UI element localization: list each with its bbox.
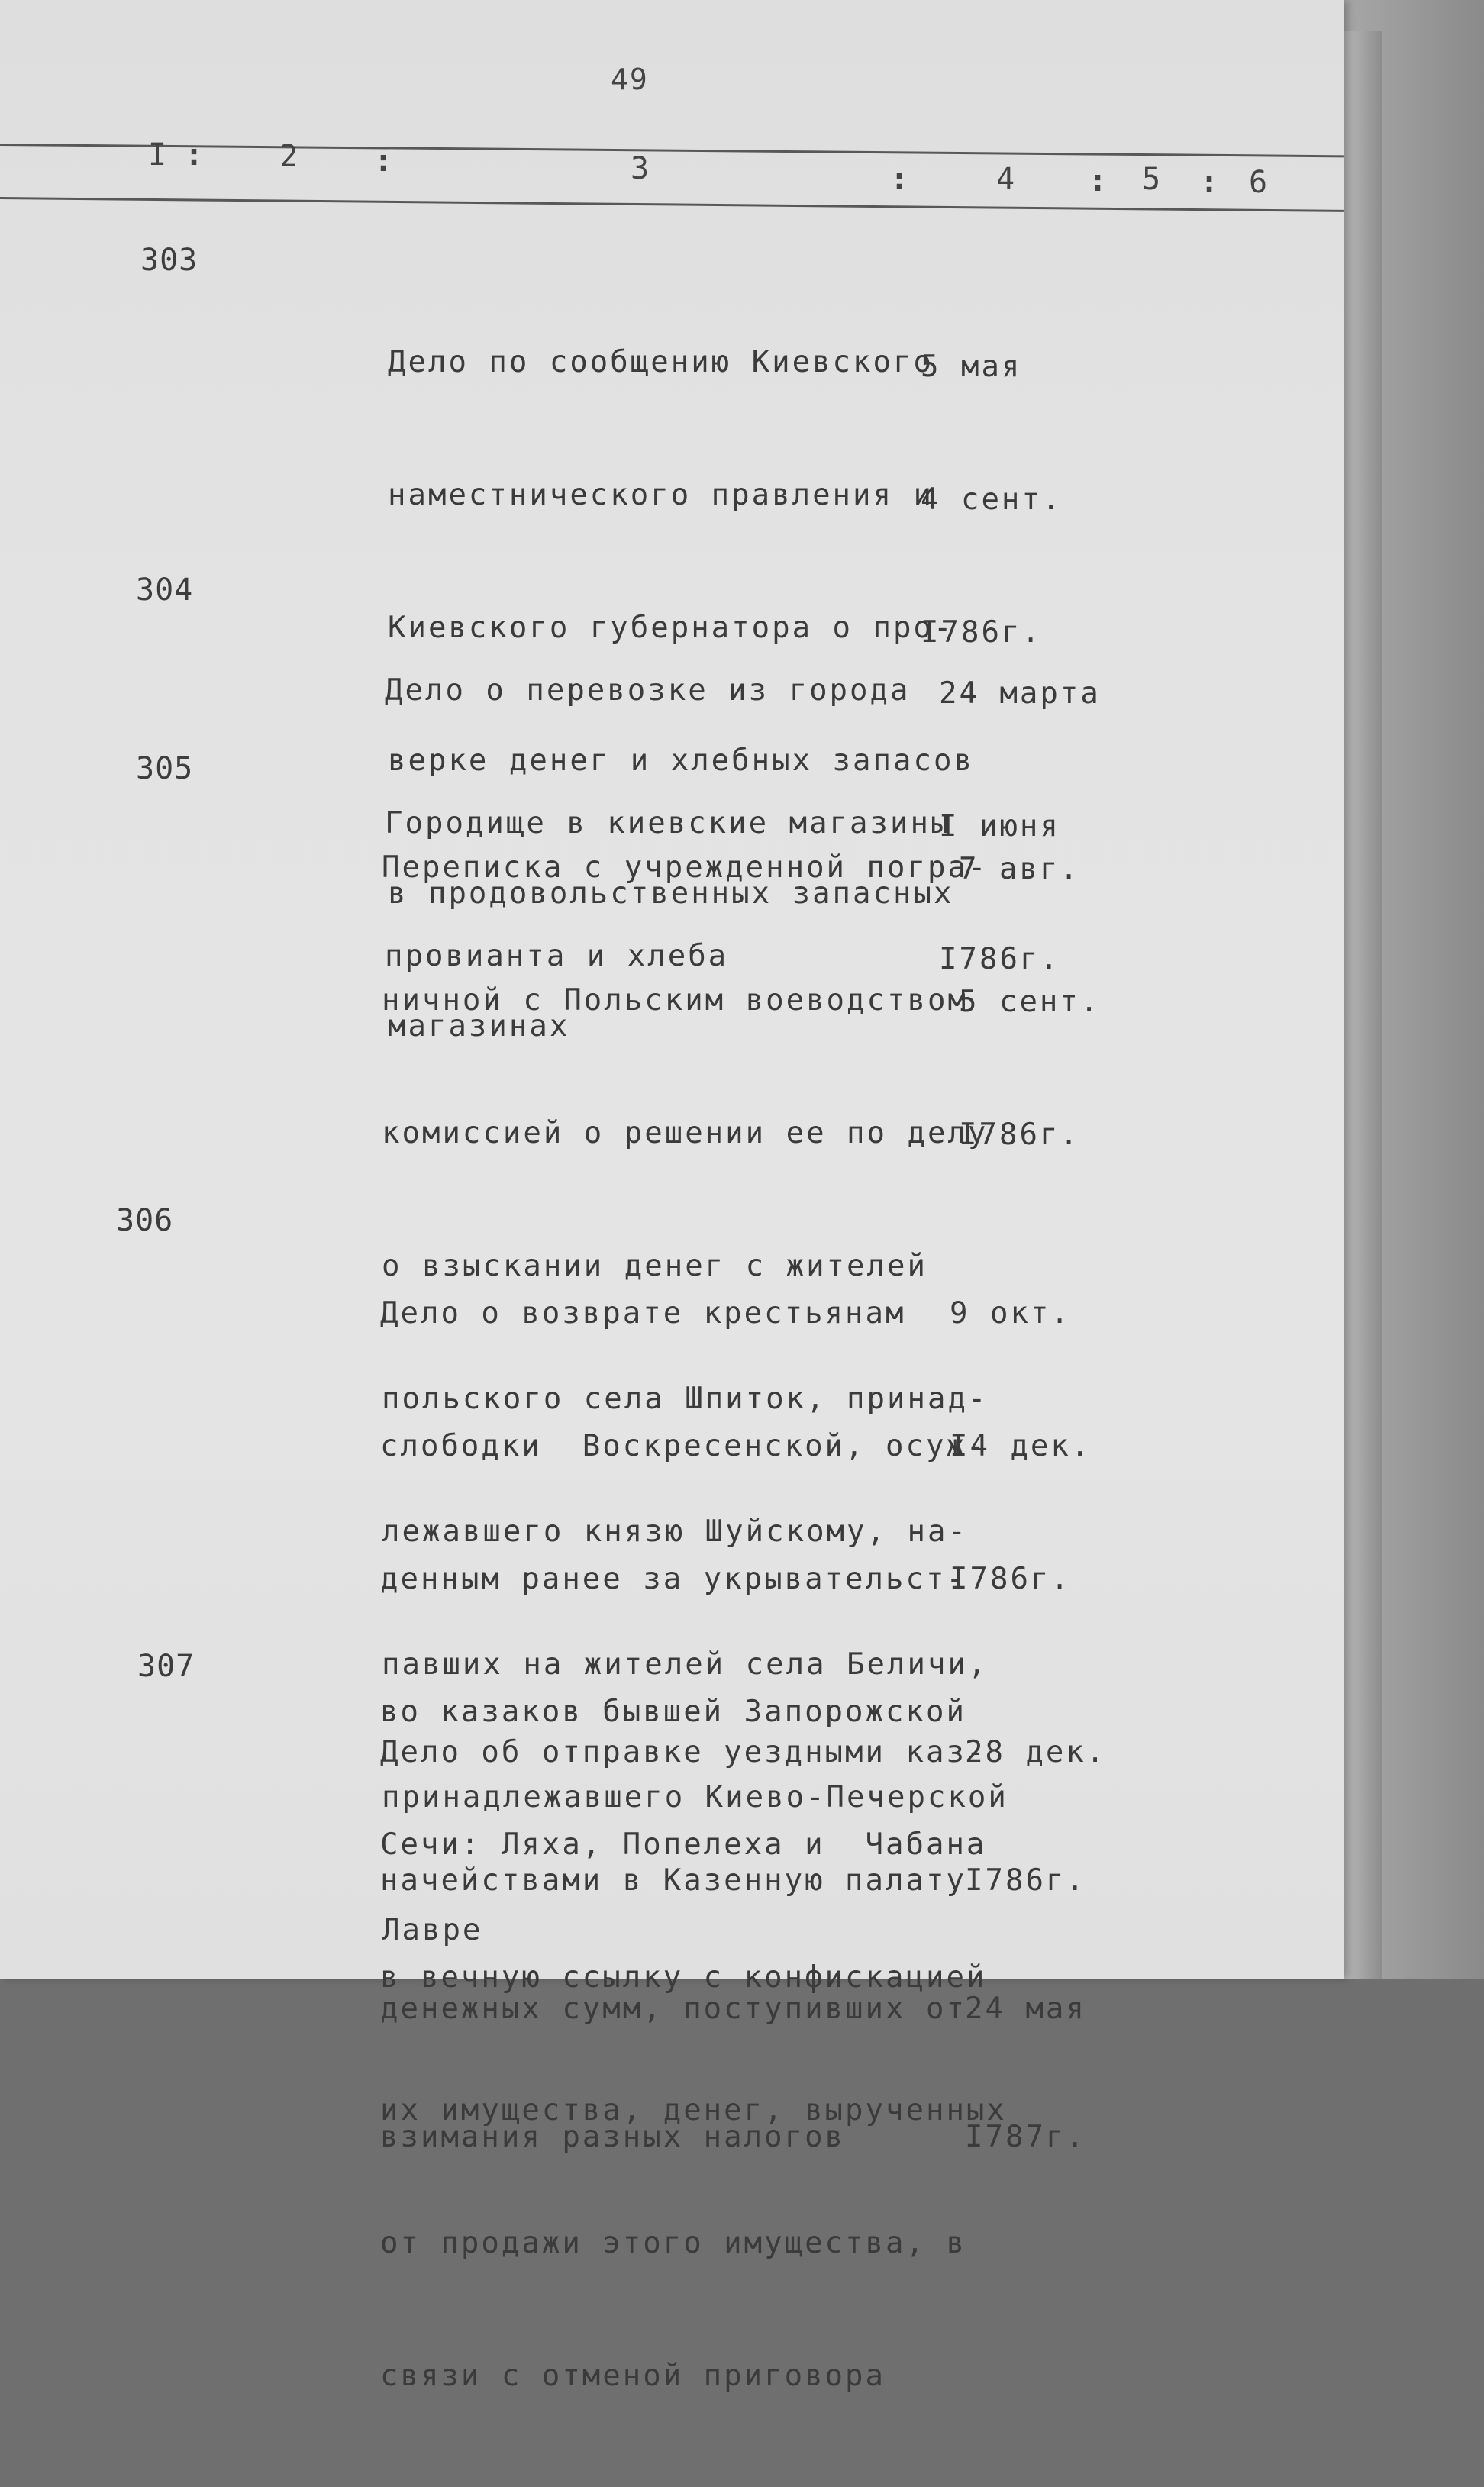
description-line: Лавре <box>382 1913 483 1947</box>
date-line: 5 сент. <box>959 985 1101 1019</box>
description-line: слободки Воскресенской, осуж- <box>380 1429 987 1463</box>
column-separator: : <box>185 137 204 173</box>
description-line: наместнического правления и <box>388 478 934 512</box>
entry-description <box>380 1646 986 2244</box>
description-line: во казаков бывшей Запорожской <box>380 1695 966 1729</box>
description-line: Киевского губернатора о про- <box>388 611 954 645</box>
description-line: Дело об отправке уездными каз- <box>380 1735 987 1769</box>
description-line: от продажи этого имущества, в <box>380 2226 966 2260</box>
description-line: денным ранее за укрывательст- <box>380 1562 966 1596</box>
date-line: I787г. <box>965 2120 1086 2154</box>
description-line: в вечную ссылку с конфискацией <box>380 1960 987 1995</box>
column-separator: : <box>1089 163 1108 198</box>
date-line: 24 марта <box>939 676 1101 711</box>
description-line: Дело о перевозке из города <box>385 673 911 708</box>
date-line: I786г. <box>921 615 1042 650</box>
description-line: Городище в киевские магазины <box>385 806 951 840</box>
column-separator: : <box>1200 165 1219 200</box>
date-line: I786г. <box>950 1562 1071 1596</box>
description-line: провианта и хлеба <box>385 939 729 973</box>
description-line: магазинах <box>388 1009 570 1044</box>
entry-dates <box>965 1646 1106 2244</box>
date-line: 7 авг. <box>959 852 1080 886</box>
entry-number: 304 <box>136 573 194 608</box>
description-line: Дело о возврате крестьянам <box>380 1296 906 1331</box>
description-line: принадлежавшего Киево-Печерской <box>382 1780 1008 1814</box>
description-line: их имущества, денег, вырученных <box>380 2093 1007 2127</box>
entry-dates <box>950 1203 1091 1690</box>
entry-dates <box>959 759 1100 1246</box>
date-line: I июня <box>939 809 1060 844</box>
description-line: о взыскании денег с жителей <box>382 1249 928 1283</box>
description-line: верке денег и хлебных запасов <box>388 744 974 778</box>
column-separator: : <box>890 162 909 197</box>
description-line: начействами в Казенную палату <box>380 1863 966 1898</box>
description-line: связи с отменой приговора <box>380 2359 886 2393</box>
date-line: 24 мая <box>965 1992 1086 2026</box>
description-line: Дело по сообщению Киевского <box>388 345 934 379</box>
date-line: 9 окт. <box>950 1296 1071 1331</box>
column-header-6: 6 <box>1249 165 1268 200</box>
description-line: комиссией о решении ее по делу <box>382 1116 989 1150</box>
description-line: Сечи: Ляха, Попелеха и Чабана <box>380 1827 987 1862</box>
date-line: I4 дек. <box>950 1429 1092 1463</box>
date-line: I786г. <box>965 1863 1086 1898</box>
description-line: денежных сумм, поступивших от <box>380 1992 966 2026</box>
page-number: 49 <box>611 63 649 96</box>
description-line: в продовольственных запасных <box>388 876 954 911</box>
description-line: Переписка с учрежденной погра- <box>382 850 989 885</box>
entry-number: 306 <box>116 1203 174 1238</box>
date-line: I786г. <box>939 942 1060 976</box>
description-line: ничной с Польским воеводством <box>382 983 968 1018</box>
date-line: 5 мая <box>921 350 1022 384</box>
date-line: 28 дек. <box>965 1735 1107 1769</box>
header-rule-bottom <box>0 197 1344 212</box>
description-line: польского села Шпиток, принад- <box>382 1382 989 1416</box>
entry-number: 305 <box>136 751 194 786</box>
entry-number: 303 <box>140 243 198 278</box>
column-header-4: 4 <box>996 162 1015 197</box>
column-header-1: I <box>148 137 167 173</box>
column-header-2: 2 <box>279 139 298 174</box>
date-line: 4 сент. <box>921 482 1063 517</box>
date-line: I786г. <box>959 1118 1080 1152</box>
description-line: взимания разных налогов <box>380 2120 846 2154</box>
entry-number: 307 <box>137 1649 195 1684</box>
column-header-5: 5 <box>1142 162 1161 197</box>
description-line: лежавшего князю Шуйскому, на- <box>382 1514 968 1549</box>
column-header-3: 3 <box>631 151 650 186</box>
description-line: павших на жителей села Беличи, <box>382 1647 989 1682</box>
column-separator: : <box>374 144 393 179</box>
